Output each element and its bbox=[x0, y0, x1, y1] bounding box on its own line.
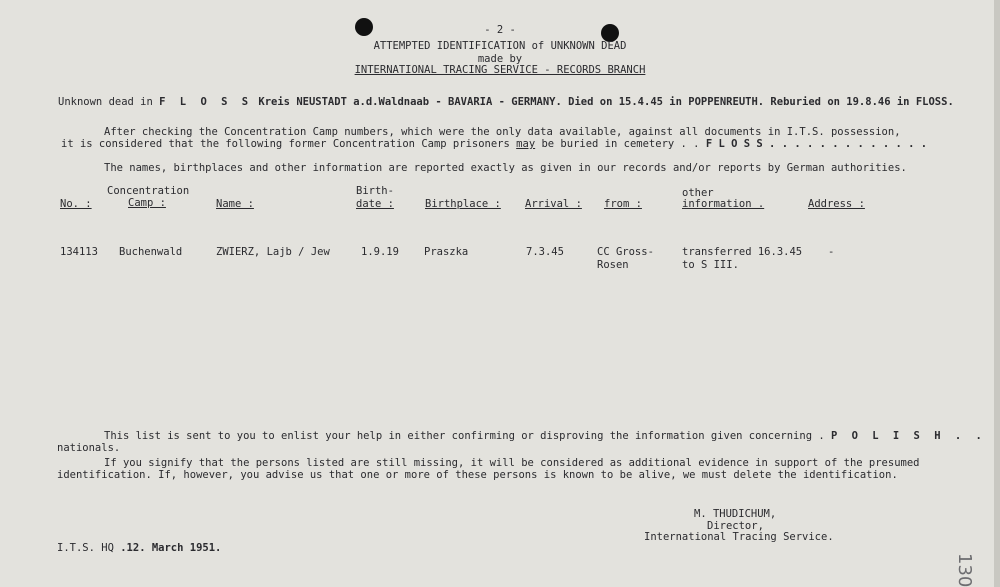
row-other-line1: transferred 16.3.45 bbox=[682, 246, 803, 258]
para1-line1: After checking the Concentration Camp numbers, which were the only data available, against all documents in I.T.S. possession, bbox=[104, 126, 901, 138]
header-birthplace: Birthplace : bbox=[425, 198, 501, 210]
document-title: ATTEMPTED IDENTIFICATION of UNKNOWN DEAD bbox=[373, 40, 627, 52]
made-by: made by bbox=[477, 53, 523, 65]
header-other: information . bbox=[682, 198, 765, 210]
page-number: - 2 - bbox=[484, 24, 516, 36]
cemetery-name: F L O S S . . . . . . . . . . . . . bbox=[705, 138, 928, 150]
archive-stamp-number: 130 bbox=[954, 553, 975, 587]
nationals-text: nationals. bbox=[57, 442, 121, 454]
row-birthdate: 1.9.19 bbox=[361, 246, 399, 258]
row-arrival: 7.3.45 bbox=[526, 246, 564, 258]
header-address: Address : bbox=[808, 198, 865, 210]
row-no: 134113 bbox=[60, 246, 98, 258]
list-sent-text: This list is sent to you to enlist your help in either confirming or disproving the information given concerning . P O L I S H . . bbox=[104, 430, 986, 442]
row-from-line1: CC Gross- bbox=[597, 246, 654, 258]
para2: The names, birthplaces and other information are reported exactly as given in our records and/or reports by German authorities. bbox=[104, 162, 907, 174]
header-other-top: other bbox=[682, 187, 714, 199]
its-hq: I.T.S. HQ bbox=[57, 542, 114, 554]
paper-edge bbox=[994, 0, 1000, 587]
signer-title: Director, bbox=[707, 520, 764, 532]
row-other-line2: to S III. bbox=[682, 259, 739, 271]
header-birthdate: date : bbox=[356, 198, 394, 210]
signify-line1: If you signify that the persons listed are still missing, it will be considered as additional evidence in support of the presumed bbox=[104, 457, 920, 469]
intro-place: F L O S S bbox=[159, 96, 253, 108]
signer-name: M. THUDICHUM, bbox=[694, 508, 777, 520]
header-from: from : bbox=[604, 198, 642, 210]
signer-org: International Tracing Service. bbox=[644, 531, 834, 543]
signify-line2: identification. If, however, you advise us that one or more of these persons is known to be alive, we must delete the identification. bbox=[57, 469, 898, 481]
para1-line2: it is considered that the following former Concentration Camp prisoners may be buried in cemetery . . F L O S S . . . . . . . . . . . . . bbox=[61, 138, 928, 150]
may-word: may bbox=[516, 138, 536, 150]
intro-line bbox=[58, 96, 954, 108]
header-camp: Camp : bbox=[128, 197, 166, 209]
intro-prefix: Unknown dead in bbox=[58, 96, 153, 108]
organization: INTERNATIONAL TRACING SERVICE - RECORDS BRANCH bbox=[354, 64, 646, 76]
row-from-line2: Rosen bbox=[597, 259, 629, 271]
its-hq-date bbox=[57, 542, 221, 554]
header-camp-top: Concentration bbox=[107, 185, 190, 197]
header-arrival: Arrival : bbox=[525, 198, 582, 210]
document-date: .12. March 1951. bbox=[120, 542, 222, 554]
header-no: No. : bbox=[60, 198, 92, 210]
row-camp: Buchenwald bbox=[119, 246, 183, 258]
row-name: ZWIERZ, Lajb / Jew bbox=[216, 246, 330, 258]
header-name: Name : bbox=[216, 198, 254, 210]
intro-rest: Kreis NEUSTADT a.d.Waldnaab - BAVARIA - GERMANY. Died on 15.4.45 in POPPENREUTH. Reburied on 19.8.46 in FLOSS. bbox=[258, 96, 954, 108]
nationality: P O L I S H . . bbox=[830, 430, 986, 442]
row-birthplace: Praszka bbox=[424, 246, 469, 258]
row-address: - bbox=[828, 246, 835, 258]
header-birth-top: Birth- bbox=[356, 185, 394, 197]
